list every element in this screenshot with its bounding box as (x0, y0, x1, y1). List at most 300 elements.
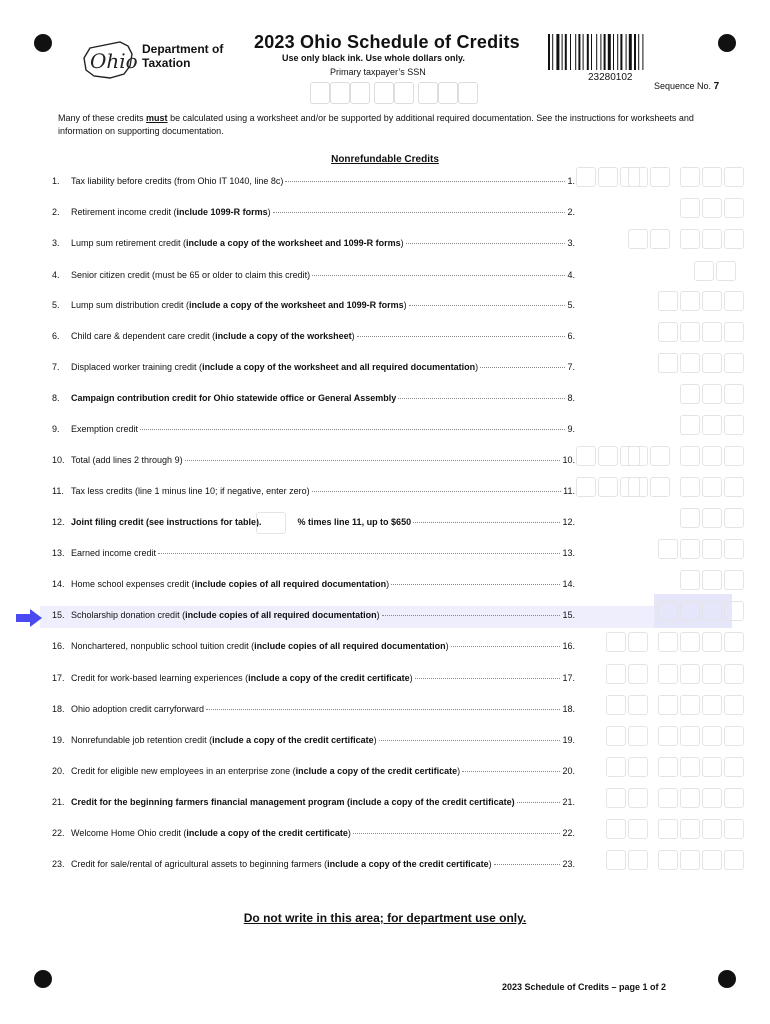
amount-digit-box[interactable] (658, 726, 678, 746)
section-title: Nonrefundable Credits (331, 154, 439, 165)
ssn-digit-box[interactable] (330, 82, 350, 104)
line-ref-number: 8. (567, 393, 575, 403)
amount-digit-box[interactable] (702, 726, 722, 746)
dot-leader (480, 367, 565, 368)
line-ref-number: 7. (567, 362, 575, 372)
amount-digit-box[interactable] (702, 788, 722, 808)
line-description (71, 424, 138, 434)
amount-digit-box[interactable] (658, 695, 678, 715)
amount-digit-box[interactable] (724, 819, 744, 839)
amount-field-line-22[interactable] (680, 819, 744, 839)
amount-field-line-2[interactable] (680, 198, 744, 218)
amount-field-line-19[interactable] (658, 726, 678, 746)
dot-leader (185, 460, 561, 461)
line-text: Earned income credit (71, 548, 157, 558)
amount-digit-box[interactable] (598, 446, 618, 466)
amount-field-line-19[interactable] (606, 726, 648, 746)
line-description (71, 673, 413, 683)
amount-digit-box[interactable] (724, 415, 744, 435)
credit-line-14 (52, 579, 575, 593)
department-use-only-notice: Do not write in this area; for department use only. (243, 911, 527, 925)
line-text-after: ) (376, 610, 380, 620)
credit-line-22 (52, 828, 575, 842)
registration-dot-bottom-left (34, 970, 52, 988)
amount-field-line-4[interactable] (694, 261, 736, 281)
line-number: 15. (52, 610, 65, 620)
ssn-digit-box[interactable] (350, 82, 370, 104)
dot-leader (415, 678, 561, 679)
line-number: 20. (52, 766, 65, 776)
amount-digit-box[interactable] (724, 664, 744, 684)
amount-field-line-7[interactable] (680, 353, 744, 373)
amount-digit-box[interactable] (724, 446, 744, 466)
amount-digit-box[interactable] (680, 664, 700, 684)
line-text: Credit for sale/rental of agricultural assets to beginning farmers ( (71, 859, 328, 869)
line-text: Credit for eligible new employees in an enterprise zone ( (71, 766, 296, 776)
svg-text:Ohio: Ohio (90, 49, 138, 73)
line-bold-text: include a copy of the credit certificate (186, 828, 348, 838)
intro-text: Many of these credits (58, 113, 147, 123)
department-name (142, 42, 223, 70)
amount-field-line-3[interactable] (628, 229, 670, 249)
amount-digit-box[interactable] (702, 291, 722, 311)
barcode-bar (642, 34, 643, 70)
amount-field-line-15[interactable] (680, 601, 744, 621)
line-number: 9. (52, 424, 60, 434)
registration-dot-bottom-right (718, 970, 736, 988)
amount-digit-box[interactable] (680, 695, 700, 715)
ohio-logo (80, 40, 138, 80)
dot-leader (140, 429, 565, 430)
amount-digit-box[interactable] (702, 850, 722, 870)
dot-leader (285, 181, 565, 182)
amount-digit-box[interactable] (606, 664, 626, 684)
amount-digit-box[interactable] (628, 757, 648, 777)
line-ref-number: 10. (562, 455, 575, 465)
amount-field-line-23[interactable] (680, 850, 744, 870)
dot-leader (391, 584, 560, 585)
amount-digit-box[interactable] (702, 353, 722, 373)
line-ref-number: 1. (567, 176, 575, 186)
amount-field-line-5[interactable] (680, 291, 744, 311)
amount-field-line-6[interactable] (680, 322, 744, 342)
line-ref-number: 22. (562, 828, 575, 838)
barcode-bar (634, 34, 636, 70)
line-text: Scholarship donation credit ( (71, 610, 186, 620)
amount-digit-box[interactable] (658, 601, 678, 621)
barcode-bar (596, 34, 597, 70)
amount-digit-box[interactable] (724, 508, 744, 528)
line-bold-text: include a copy of the worksheet and 1099-R forms (186, 238, 401, 248)
line-text-after: ) (475, 362, 479, 372)
line-description (71, 766, 460, 776)
amount-field-line-7[interactable] (658, 353, 678, 373)
amount-field-line-8[interactable] (680, 384, 744, 404)
amount-digit-box[interactable] (724, 632, 744, 652)
amount-digit-box[interactable] (702, 695, 722, 715)
line-number: 18. (52, 704, 65, 714)
amount-digit-box[interactable] (680, 788, 700, 808)
ssn-digit-box[interactable] (438, 82, 458, 104)
amount-digit-box[interactable] (598, 167, 618, 187)
line-text: Home school expenses credit ( (71, 579, 195, 589)
line-text: Senior citizen credit (must be 65 or older to claim this credit) (71, 270, 311, 280)
amount-field-line-12[interactable] (680, 508, 744, 528)
amount-field-line-17[interactable] (606, 664, 648, 684)
amount-digit-box[interactable] (606, 850, 626, 870)
amount-digit-box[interactable] (680, 322, 700, 342)
amount-digit-box[interactable] (724, 229, 744, 249)
barcode-bar (638, 34, 639, 70)
line-text-after: ) (445, 641, 449, 651)
amount-field-line-6[interactable] (658, 322, 678, 342)
line-description (71, 331, 355, 341)
amount-digit-box[interactable] (650, 167, 670, 187)
amount-digit-box[interactable] (702, 664, 722, 684)
amount-digit-box[interactable] (680, 198, 700, 218)
amount-digit-box[interactable] (724, 757, 744, 777)
amount-digit-box[interactable] (724, 167, 744, 187)
amount-field-line-14[interactable] (680, 570, 744, 590)
amount-digit-box[interactable] (680, 539, 700, 559)
line-number: 14. (52, 579, 65, 589)
registration-dot-top-right (718, 34, 736, 52)
line-number: 12. (52, 517, 65, 527)
amount-digit-box[interactable] (724, 322, 744, 342)
amount-digit-box[interactable] (606, 819, 626, 839)
amount-digit-box[interactable] (702, 198, 722, 218)
amount-digit-box[interactable] (628, 726, 648, 746)
amount-digit-box[interactable] (724, 570, 744, 590)
amount-field-line-11[interactable] (680, 477, 744, 497)
form-subtitle: Use only black ink. Use whole dollars only. (282, 53, 465, 63)
department-line-1: Department of (142, 42, 224, 56)
dot-leader (494, 864, 561, 865)
amount-digit-box[interactable] (680, 446, 700, 466)
amount-field-line-10[interactable] (680, 446, 744, 466)
credit-line-4 (52, 270, 575, 284)
amount-digit-box[interactable] (680, 291, 700, 311)
amount-digit-box[interactable] (598, 477, 618, 497)
amount-digit-box[interactable] (628, 632, 648, 652)
credit-line-1 (52, 176, 575, 190)
line-description (71, 300, 407, 310)
amount-digit-box[interactable] (702, 229, 722, 249)
line-ref-number: 19. (562, 735, 575, 745)
line-bold-text: include a copy of the credit certificate (327, 859, 489, 869)
line-ref-number: 17. (562, 673, 575, 683)
line-text-after: ) (351, 331, 355, 341)
ssn-digit-box[interactable] (374, 82, 394, 104)
amount-digit-box[interactable] (702, 601, 722, 621)
amount-digit-box[interactable] (724, 291, 744, 311)
line-bold-text: include copies of all required documentation (254, 641, 446, 651)
line-bold-text: include a copy of the credit certificate (248, 673, 410, 683)
amount-digit-box[interactable] (702, 322, 722, 342)
credit-line-7 (52, 362, 575, 376)
amount-digit-box[interactable] (702, 819, 722, 839)
amount-digit-box[interactable] (658, 664, 678, 684)
line-text-after: ) (400, 238, 404, 248)
line-text: Welcome Home Ohio credit ( (71, 828, 187, 838)
amount-digit-box[interactable] (680, 601, 700, 621)
amount-digit-box[interactable] (628, 229, 648, 249)
dot-leader (353, 833, 561, 834)
line-number: 13. (52, 548, 65, 558)
amount-digit-box[interactable] (724, 539, 744, 559)
amount-field-line-15[interactable] (658, 601, 678, 621)
amount-digit-box[interactable] (606, 695, 626, 715)
amount-digit-box[interactable] (650, 477, 670, 497)
amount-digit-box[interactable] (702, 539, 722, 559)
amount-digit-box[interactable] (658, 322, 678, 342)
amount-digit-box[interactable] (606, 788, 626, 808)
line-text: Exemption credit (71, 424, 139, 434)
amount-digit-box[interactable] (680, 477, 700, 497)
amount-field-line-18[interactable] (680, 695, 744, 715)
line-description (71, 270, 310, 280)
line-number: 2. (52, 207, 60, 217)
amount-digit-box[interactable] (716, 261, 736, 281)
amount-digit-box[interactable] (694, 261, 714, 281)
credit-line-13 (52, 548, 575, 562)
amount-field-line-20[interactable] (658, 757, 678, 777)
line-number: 5. (52, 300, 60, 310)
amount-digit-box[interactable] (606, 757, 626, 777)
amount-field-line-9[interactable] (680, 415, 744, 435)
amount-digit-box[interactable] (702, 446, 722, 466)
amount-field-line-16[interactable] (680, 632, 744, 652)
amount-digit-box[interactable] (680, 819, 700, 839)
amount-digit-box[interactable] (702, 757, 722, 777)
credit-line-16 (52, 641, 575, 655)
amount-digit-box[interactable] (702, 167, 722, 187)
amount-digit-box[interactable] (702, 384, 722, 404)
credit-line-6 (52, 331, 575, 345)
line-ref-number: 12. (562, 517, 575, 527)
amount-digit-box[interactable] (724, 726, 744, 746)
amount-digit-box[interactable] (680, 167, 700, 187)
dot-leader (462, 771, 560, 772)
amount-digit-box[interactable] (702, 415, 722, 435)
amount-digit-box[interactable] (658, 788, 678, 808)
ssn-digit-box[interactable] (394, 82, 414, 104)
barcode-bar (626, 34, 627, 70)
amount-digit-box[interactable] (658, 539, 678, 559)
dot-leader (398, 398, 565, 399)
amount-digit-box[interactable] (680, 757, 700, 777)
amount-digit-box[interactable] (628, 695, 648, 715)
amount-digit-box[interactable] (576, 167, 596, 187)
amount-field-line-21[interactable] (606, 788, 648, 808)
amount-field-line-17[interactable] (680, 664, 744, 684)
amount-digit-box[interactable] (628, 446, 648, 466)
amount-digit-box[interactable] (680, 508, 700, 528)
dot-leader (413, 522, 560, 523)
line-text: Displaced worker training credit ( (71, 362, 203, 372)
line-ref-number: 5. (567, 300, 575, 310)
barcode-bar (587, 34, 589, 70)
page-footer: 2023 Schedule of Credits – page 1 of 2 (502, 982, 667, 992)
amount-digit-box[interactable] (702, 508, 722, 528)
amount-digit-box[interactable] (724, 477, 744, 497)
line-text: Lump sum retirement credit ( (71, 238, 187, 248)
amount-field-line-18[interactable] (606, 695, 648, 715)
pointer-arrow-icon (16, 609, 42, 627)
line-description (71, 176, 283, 186)
amount-digit-box[interactable] (628, 819, 648, 839)
amount-digit-box[interactable] (628, 477, 648, 497)
line-description (71, 393, 396, 403)
ssn-digit-box[interactable] (458, 82, 478, 104)
line-description (71, 486, 310, 496)
amount-digit-box[interactable] (576, 477, 596, 497)
amount-digit-box[interactable] (606, 632, 626, 652)
amount-field-line-22[interactable] (658, 819, 678, 839)
line-text: Nonrefundable job retention credit ( (71, 735, 213, 745)
amount-digit-box[interactable] (680, 229, 700, 249)
amount-digit-box[interactable] (724, 850, 744, 870)
line-ref-number: 4. (567, 270, 575, 280)
line-bold-text: include 1099-R forms (176, 207, 268, 217)
amount-digit-box[interactable] (680, 850, 700, 870)
amount-digit-box[interactable] (680, 632, 700, 652)
amount-digit-box[interactable] (658, 819, 678, 839)
amount-field-line-22[interactable] (606, 819, 648, 839)
amount-field-line-5[interactable] (658, 291, 678, 311)
dot-leader (312, 491, 562, 492)
line-ref-number: 13. (562, 548, 575, 558)
amount-field-line-23[interactable] (606, 850, 648, 870)
amount-field-line-18[interactable] (658, 695, 678, 715)
amount-digit-box[interactable] (680, 353, 700, 373)
dot-leader (312, 275, 565, 276)
amount-field-line-16[interactable] (606, 632, 648, 652)
amount-digit-box[interactable] (702, 632, 722, 652)
amount-digit-box[interactable] (680, 726, 700, 746)
amount-digit-box[interactable] (680, 384, 700, 404)
credit-line-10 (52, 455, 575, 469)
credit-line-18 (52, 704, 575, 718)
credit-line-8 (52, 393, 575, 407)
line-ref-number: 14. (562, 579, 575, 589)
amount-digit-box[interactable] (606, 726, 626, 746)
line-text: Child care & dependent care credit ( (71, 331, 216, 341)
amount-field-line-16[interactable] (658, 632, 678, 652)
amount-field-line-3[interactable] (680, 229, 744, 249)
line-text-after: ) (403, 300, 407, 310)
barcode-bar (617, 34, 618, 70)
amount-digit-box[interactable] (658, 757, 678, 777)
line-description (71, 548, 156, 558)
line-text: Tax less credits (line 1 minus line 10; if negative, enter zero) (71, 486, 310, 496)
amount-digit-box[interactable] (702, 477, 722, 497)
amount-field-line-13[interactable] (658, 539, 678, 559)
ssn-label: Primary taxpayer’s SSN (330, 67, 426, 77)
dot-leader (206, 709, 560, 710)
amount-digit-box[interactable] (628, 167, 648, 187)
amount-digit-box[interactable] (724, 384, 744, 404)
amount-digit-box[interactable] (680, 415, 700, 435)
amount-field-line-13[interactable] (680, 539, 744, 559)
amount-field-line-21[interactable] (658, 788, 678, 808)
amount-field-line-1[interactable] (680, 167, 744, 187)
barcode-bar (613, 34, 614, 70)
amount-digit-box[interactable] (650, 229, 670, 249)
amount-field-line-23[interactable] (658, 850, 678, 870)
amount-field-line-20[interactable] (680, 757, 744, 777)
amount-field-line-1[interactable] (628, 167, 670, 187)
line-text-after: ) (347, 828, 351, 838)
line-text-after: ) (386, 579, 390, 589)
amount-digit-box[interactable] (576, 446, 596, 466)
line-number: 22. (52, 828, 65, 838)
line-text-after: ) (488, 859, 492, 869)
amount-digit-box[interactable] (628, 850, 648, 870)
sequence-label: Sequence No. (654, 81, 712, 91)
amount-digit-box[interactable] (628, 664, 648, 684)
barcode-bar (548, 34, 550, 70)
joint-filing-percent-input[interactable] (256, 512, 286, 534)
line-number: 17. (52, 673, 65, 683)
amount-digit-box[interactable] (658, 632, 678, 652)
amount-field-line-17[interactable] (658, 664, 678, 684)
dot-leader (409, 305, 566, 306)
credit-line-15 (52, 610, 575, 624)
line-description (71, 641, 449, 651)
amount-field-line-21[interactable] (680, 788, 744, 808)
amount-field-line-20[interactable] (606, 757, 648, 777)
amount-digit-box[interactable] (724, 353, 744, 373)
amount-digit-box[interactable] (658, 353, 678, 373)
line-text-after: ) (409, 673, 413, 683)
credit-line-11 (52, 486, 575, 500)
barcode-bar (575, 34, 576, 70)
amount-field-line-19[interactable] (680, 726, 744, 746)
line-text: Credit for work-based learning experiences ( (71, 673, 249, 683)
amount-field-line-11[interactable] (628, 477, 670, 497)
amount-digit-box[interactable] (724, 788, 744, 808)
barcode-number: 23280102 (588, 72, 633, 83)
amount-digit-box[interactable] (724, 601, 744, 621)
line-description (71, 828, 351, 838)
credit-line-21 (52, 797, 575, 811)
amount-digit-box[interactable] (702, 570, 722, 590)
line-number: 19. (52, 735, 65, 745)
amount-digit-box[interactable] (724, 198, 744, 218)
line-ref-number: 6. (567, 331, 575, 341)
line-text-after: ) (373, 735, 377, 745)
amount-field-line-10[interactable] (628, 446, 670, 466)
line-bold-text: include a copy of the credit certificate (212, 735, 374, 745)
line-ref-number: 23. (562, 859, 575, 869)
joint-filing-percent-text: % times line 11, up to $650 (297, 517, 412, 527)
amount-digit-box[interactable] (628, 788, 648, 808)
amount-digit-box[interactable] (650, 446, 670, 466)
amount-digit-box[interactable] (658, 291, 678, 311)
line-ref-number: 21. (562, 797, 575, 807)
amount-digit-box[interactable] (658, 850, 678, 870)
line-ref-number: 20. (562, 766, 575, 776)
line-text: Lump sum distribution credit ( (71, 300, 190, 310)
amount-digit-box[interactable] (724, 695, 744, 715)
ssn-digit-box[interactable] (310, 82, 330, 104)
line-ref-number: 2. (567, 207, 575, 217)
dot-leader (382, 615, 561, 616)
amount-digit-box[interactable] (680, 570, 700, 590)
ssn-digit-box[interactable] (418, 82, 438, 104)
line-number: 3. (52, 238, 60, 248)
